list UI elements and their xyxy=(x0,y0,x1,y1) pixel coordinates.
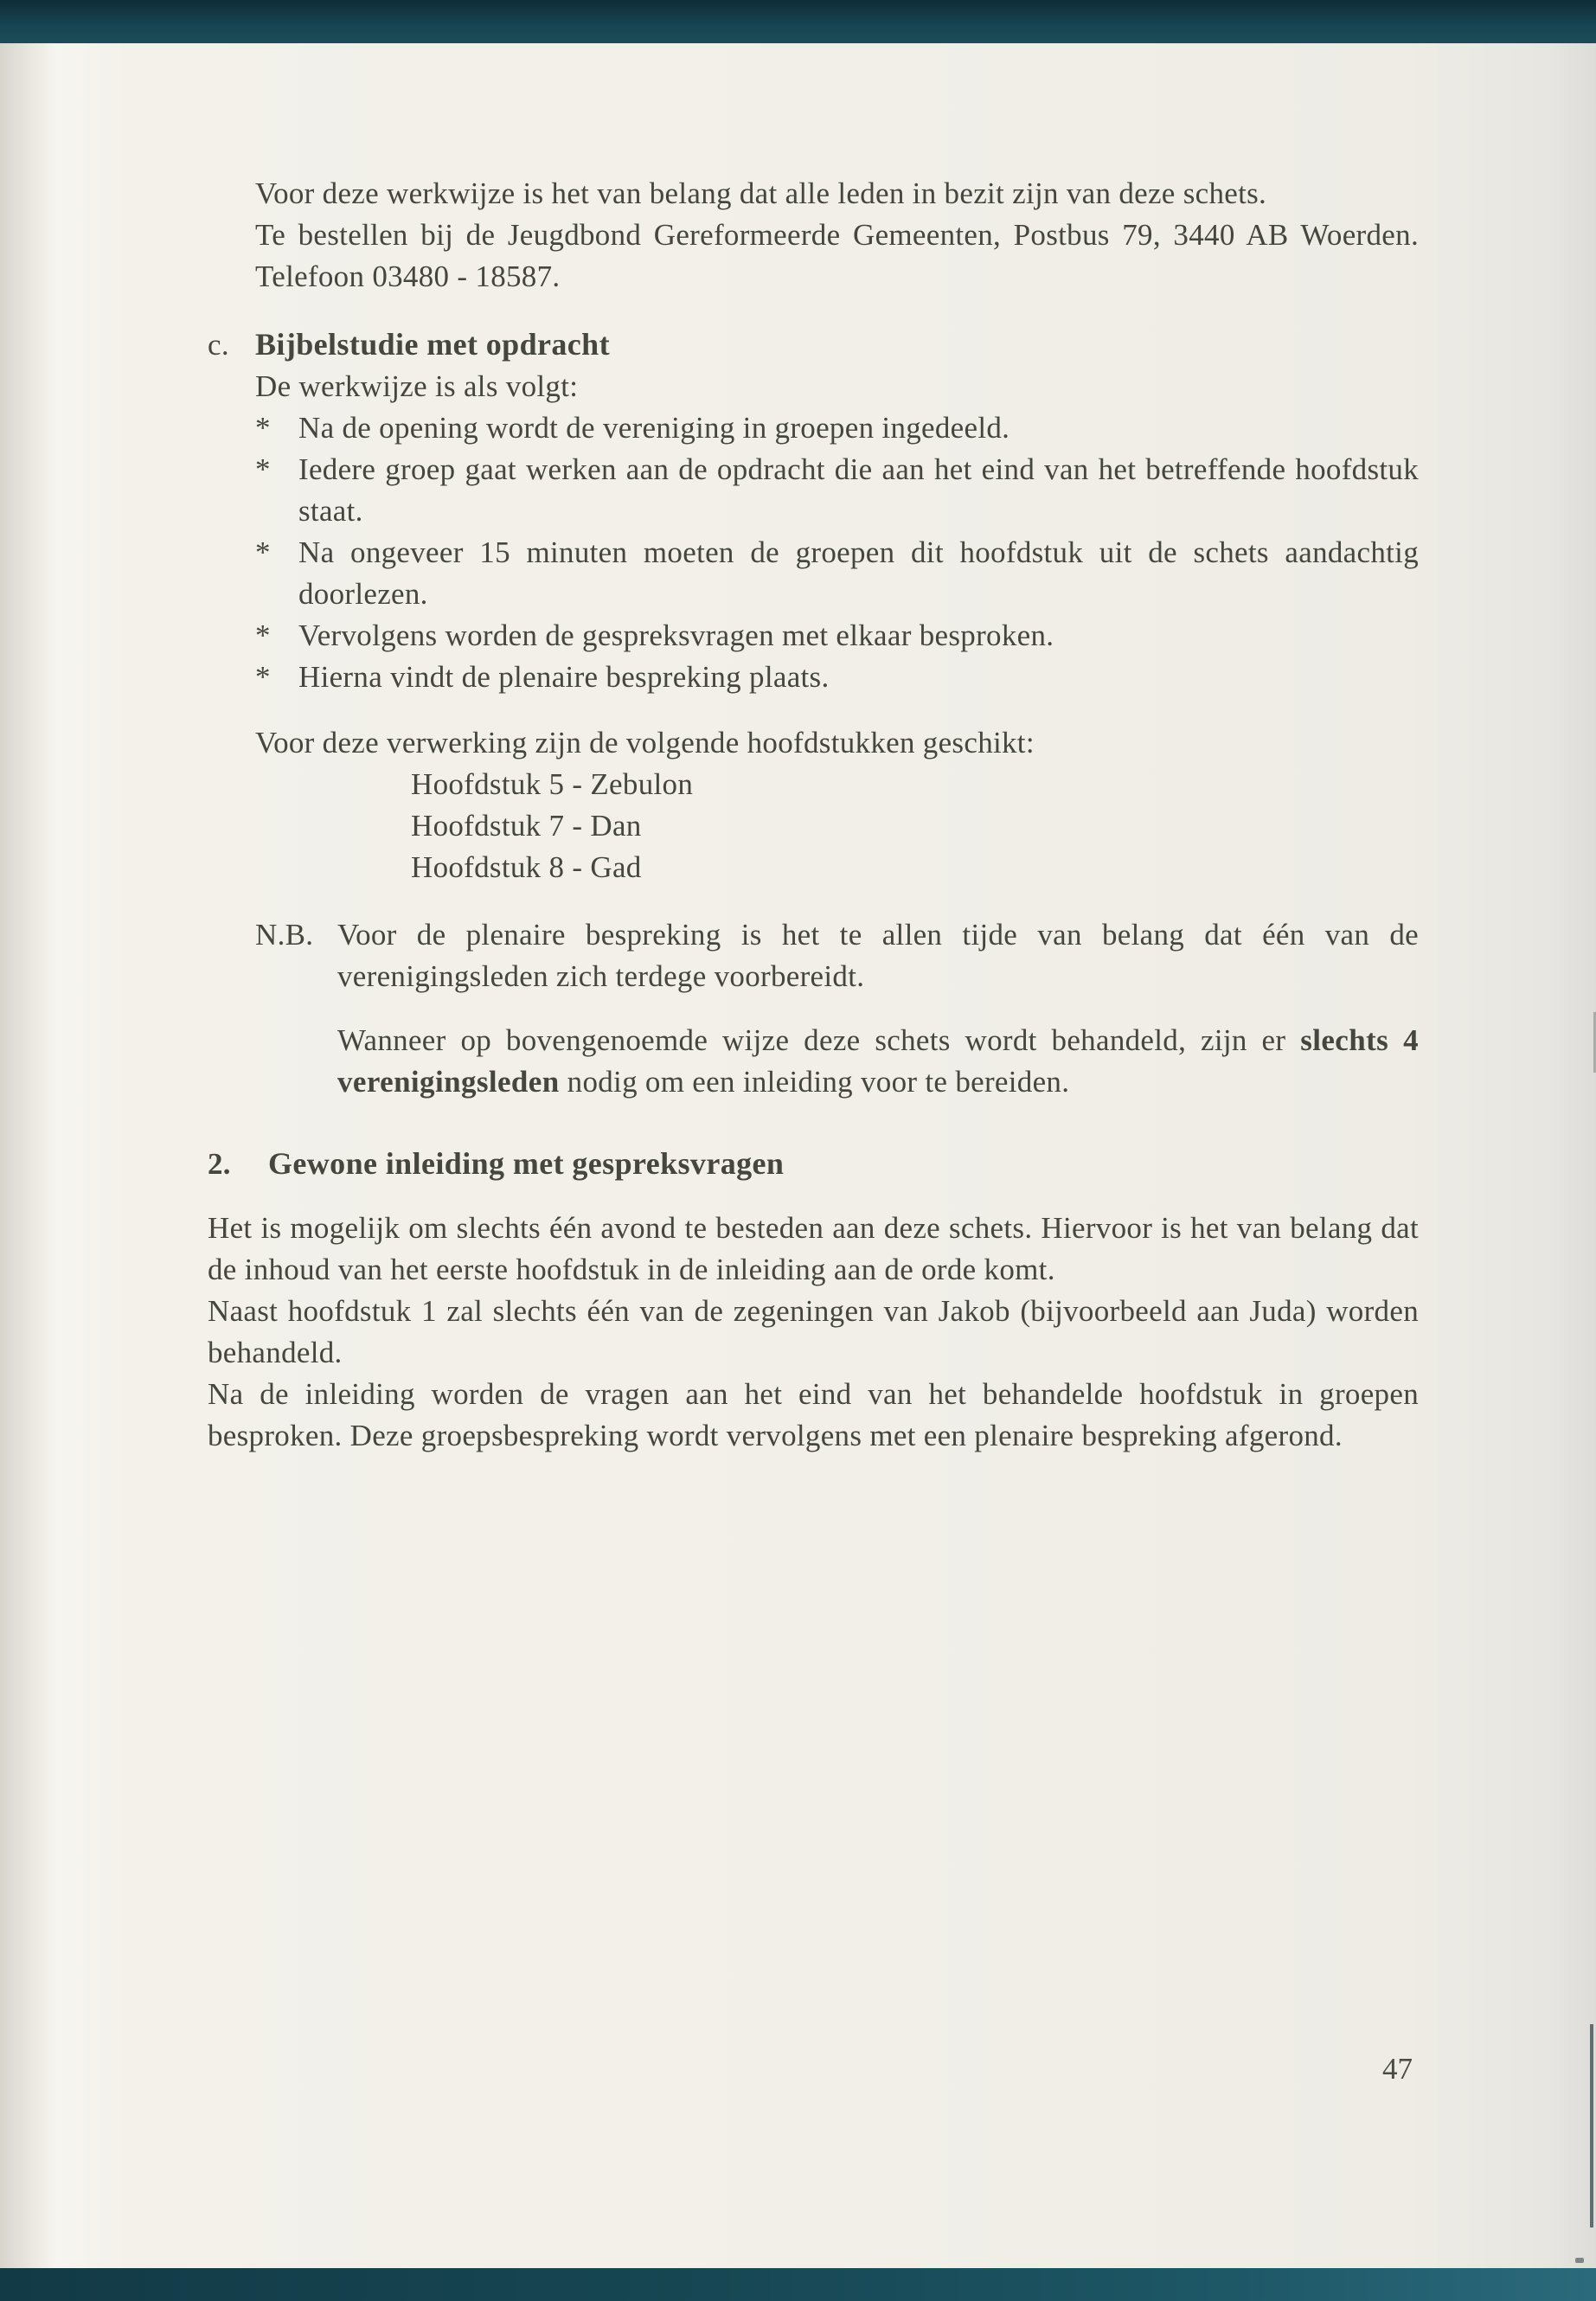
hoofdstukken-intro: Voor deze verwerking zijn de volgende hoofdstukken geschikt: xyxy=(255,726,1035,760)
page-number: 47 xyxy=(1382,2052,1413,2086)
nb-text: Voor de plenaire bespreking is het te allen tijde van belang dat één van de verenigingsleden zich terdege voorbereidt. xyxy=(337,918,1419,993)
section-2-paragraph: Na de inleiding worden de vragen aan het eind van het behandelde hoofdstuk in groepen besproken. Deze groepsbespreking wordt vervolgens met een plenaire bespreking afgerond. xyxy=(208,1377,1419,1452)
scan-border-top xyxy=(0,0,1596,43)
section-c-heading xyxy=(208,324,1419,366)
bullet-item xyxy=(255,449,1419,532)
bullet-marker: * xyxy=(255,535,271,569)
section-c-title: Bijbelstudie met opdracht xyxy=(255,327,610,362)
section-2-paragraph: Het is mogelijk om slechts één avond te besteden aan deze schets. Hiervoor is het van belang dat de inhoud van het eerste hoofdstuk in de inleiding aan de orde komt. xyxy=(208,1211,1419,1286)
bullet-item xyxy=(255,532,1419,615)
hoofdstuk-list xyxy=(411,764,1419,888)
bullet-marker: * xyxy=(255,660,271,694)
bullet-marker: * xyxy=(255,619,271,652)
nb-label: N.B. xyxy=(255,918,314,952)
bullet-marker: * xyxy=(255,411,271,445)
intro-paragraph-1: Voor deze werkwijze is het van belang dat alle leden in bezit zijn van deze schets. xyxy=(255,176,1267,210)
bullet-text: Na ongeveer 15 minuten moeten de groepen dit hoofdstuk uit de schets aandachtig doorlezen. xyxy=(298,535,1419,611)
hoofdstuk-item: Hoofdstuk 8 - Gad xyxy=(411,850,642,884)
scan-border-bottom xyxy=(0,2268,1596,2301)
section-2 xyxy=(208,1143,1419,1457)
wanneer-text-post: nodig om een inleiding voor te bereiden. xyxy=(559,1065,1070,1099)
intro-paragraph-2: Te bestellen bij de Jeugdbond Gereformeerde Gemeenten, Postbus 79, 3440 AB Woerden. Telefoon 03480 - 18587. xyxy=(255,218,1419,293)
book-page xyxy=(0,43,1596,2301)
bullet-item xyxy=(255,615,1419,657)
hoofdstuk-item: Hoofdstuk 5 - Zebulon xyxy=(411,767,694,801)
bullet-marker: * xyxy=(255,452,271,486)
bullet-text: Iedere groep gaat werken aan de opdracht die aan het eind van het betreffende hoofdstuk staat. xyxy=(298,452,1419,528)
scan-artifact xyxy=(1575,2258,1584,2263)
page-content xyxy=(0,43,1596,1457)
section-2-label: 2. xyxy=(208,1147,231,1181)
section-2-title: Gewone inleiding met gespreksvragen xyxy=(268,1146,785,1181)
hoofdstuk-item: Hoofdstuk 7 - Dan xyxy=(411,809,642,843)
bullet-text: Vervolgens worden de gespreksvragen met elkaar besproken. xyxy=(298,619,1054,652)
bullet-item xyxy=(255,407,1419,449)
wanneer-text-bold: slechts 4 verenigingsleden xyxy=(337,1023,1420,1099)
bullet-item xyxy=(255,657,1419,698)
section-c-label: c. xyxy=(208,328,229,362)
bullet-text: Hierna vindt de plenaire bespreking plaats. xyxy=(298,660,830,694)
intro-block xyxy=(255,173,1419,298)
section-c-lead: De werkwijze is als volgt: xyxy=(255,369,579,403)
wanneer-paragraph xyxy=(337,1020,1419,1103)
scan-artifact xyxy=(1590,2024,1593,2227)
section-2-paragraph: Naast hoofdstuk 1 zal slechts één van de zegeningen van Jakob (bijvoorbeeld aan Juda) worden behandeld. xyxy=(208,1294,1419,1369)
nb-note xyxy=(255,914,1419,997)
section-c-body xyxy=(255,366,1419,1103)
wanneer-text-pre: Wanneer op bovengenoemde wijze deze schets wordt behandeld, zijn er xyxy=(337,1023,1301,1057)
section-c xyxy=(208,324,1419,1103)
bullet-text: Na de opening wordt de vereniging in groepen ingedeeld. xyxy=(298,411,1010,445)
section-2-heading xyxy=(208,1143,1419,1185)
